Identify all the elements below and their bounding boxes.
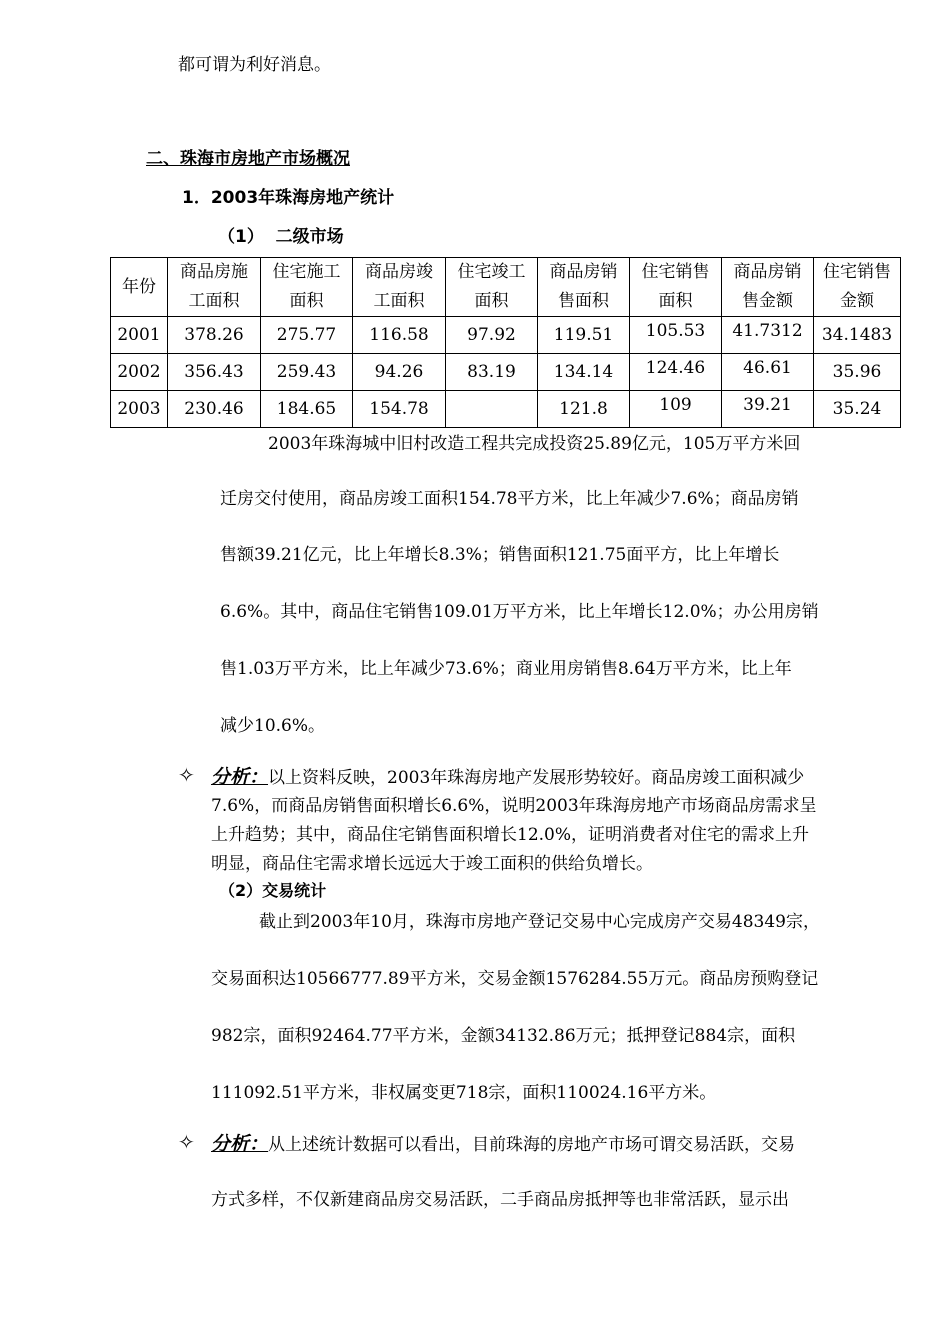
analysis-line: 上升趋势；其中，商品住宅销售面积增长12.0%，证明消费者对住宅的需求上升	[211, 825, 810, 845]
table-cell: 154.78	[353, 391, 446, 428]
table-cell: 259.43	[261, 354, 353, 391]
table-row	[111, 391, 901, 428]
diamond-bullet-icon: ✧	[178, 1130, 195, 1154]
analysis-label: 分析：	[211, 1133, 269, 1155]
table-cell: 184.65	[261, 391, 353, 428]
subsection-heading: 1．2003年珠海房地产统计	[182, 188, 395, 208]
paragraph-line: 减少10.6%。	[220, 716, 326, 736]
header-cell: 住宅销售 面积	[630, 258, 722, 317]
table-cell: 97.92	[446, 317, 538, 354]
analysis-line: 明显，商品住宅需求增长远远大于竣工面积的供给负增长。	[211, 854, 653, 874]
paragraph-line: 6.6%。其中，商品住宅销售109.01万平方米，比上年增长12.0%；办公用房销	[220, 602, 819, 622]
header-cell: 商品房销 售面积	[538, 258, 630, 317]
table-cell: 121.8	[538, 391, 630, 428]
table-cell	[446, 391, 538, 428]
diamond-bullet-icon: ✧	[178, 763, 195, 787]
header-cell-year: 年份	[111, 258, 168, 317]
analysis-line: 7.6%，而商品房销售面积增长6.6%，说明2003年珠海房地产市场商品房需求呈	[211, 796, 817, 816]
header-cell: 商品房销 售金额	[722, 258, 814, 317]
paragraph-line: 售额39.21亿元，比上年增长8.3%；销售面积121.75面平方，比上年增长	[220, 545, 780, 565]
analysis-label: 分析：	[211, 766, 269, 788]
table-cell: 35.24	[814, 391, 901, 428]
table-cell: 356.43	[168, 354, 261, 391]
paragraph-line: 2003年珠海城中旧村改造工程共完成投资25.89亿元，105万平方米回	[268, 434, 801, 454]
table-cell: 41.7312	[722, 317, 814, 354]
paragraph-line: 982宗，面积92464.77平方米，金额34132.86万元；抵押登记884宗，面积	[211, 1026, 796, 1046]
table-cell: 124.46	[630, 354, 722, 391]
table-cell: 34.1483	[814, 317, 901, 354]
table-cell: 39.21	[722, 391, 814, 428]
table-cell: 109	[630, 391, 722, 428]
header-cell: 商品房施 工面积	[168, 258, 261, 317]
analysis-line: 方式多样，不仅新建商品房交易活跃，二手商品房抵押等也非常活跃，显示出	[211, 1190, 789, 1210]
real-estate-stats-table	[110, 257, 901, 428]
table-cell: 83.19	[446, 354, 538, 391]
paragraph-line: 迁房交付使用，商品房竣工面积154.78平方米，比上年减少7.6%；商品房销	[220, 489, 799, 509]
subsubsection-heading-secondary-market: （1） 二级市场	[218, 227, 344, 247]
table-cell: 2003	[111, 391, 168, 428]
table-cell: 2002	[111, 354, 168, 391]
table-cell: 275.77	[261, 317, 353, 354]
table-cell: 378.26	[168, 317, 261, 354]
section-heading: 二、珠海市房地产市场概况	[146, 149, 350, 169]
table-cell: 230.46	[168, 391, 261, 428]
table-header-row	[111, 258, 901, 317]
table-cell: 119.51	[538, 317, 630, 354]
analysis-line	[211, 762, 804, 789]
header-cell: 住宅销售 金额	[814, 258, 901, 317]
table-cell: 46.61	[722, 354, 814, 391]
paragraph-line: 交易面积达10566777.89平方米，交易金额1576284.55万元。商品房预购登记	[211, 969, 819, 989]
table-cell: 116.58	[353, 317, 446, 354]
subsubsection-heading-transactions: （2）交易统计	[219, 881, 327, 900]
header-cell: 住宅施工 面积	[261, 258, 353, 317]
table-cell: 35.96	[814, 354, 901, 391]
table-cell: 94.26	[353, 354, 446, 391]
table-row	[111, 354, 901, 391]
paragraph-line: 截止到2003年10月，珠海市房地产登记交易中心完成房产交易48349宗，	[259, 912, 820, 932]
analysis-line	[211, 1129, 795, 1156]
paragraph-line: 售1.03万平方米，比上年减少73.6%；商业用房销售8.64万平方米，比上年	[220, 659, 792, 679]
analysis-text: 从上述统计数据可以看出，目前珠海的房地产市场可谓交易活跃，交易	[268, 1135, 796, 1155]
table-cell: 2001	[111, 317, 168, 354]
table-row	[111, 317, 901, 354]
table-cell: 134.14	[538, 354, 630, 391]
table-cell: 105.53	[630, 317, 722, 354]
intro-tail-text: 都可谓为利好消息。	[178, 55, 331, 75]
header-cell: 商品房竣 工面积	[353, 258, 446, 317]
header-cell: 住宅竣工 面积	[446, 258, 538, 317]
analysis-text: 以上资料反映，2003年珠海房地产发展形势较好。商品房竣工面积减少	[268, 768, 805, 788]
paragraph-line: 111092.51平方米，非权属变更718宗，面积110024.16平方米。	[211, 1083, 717, 1103]
